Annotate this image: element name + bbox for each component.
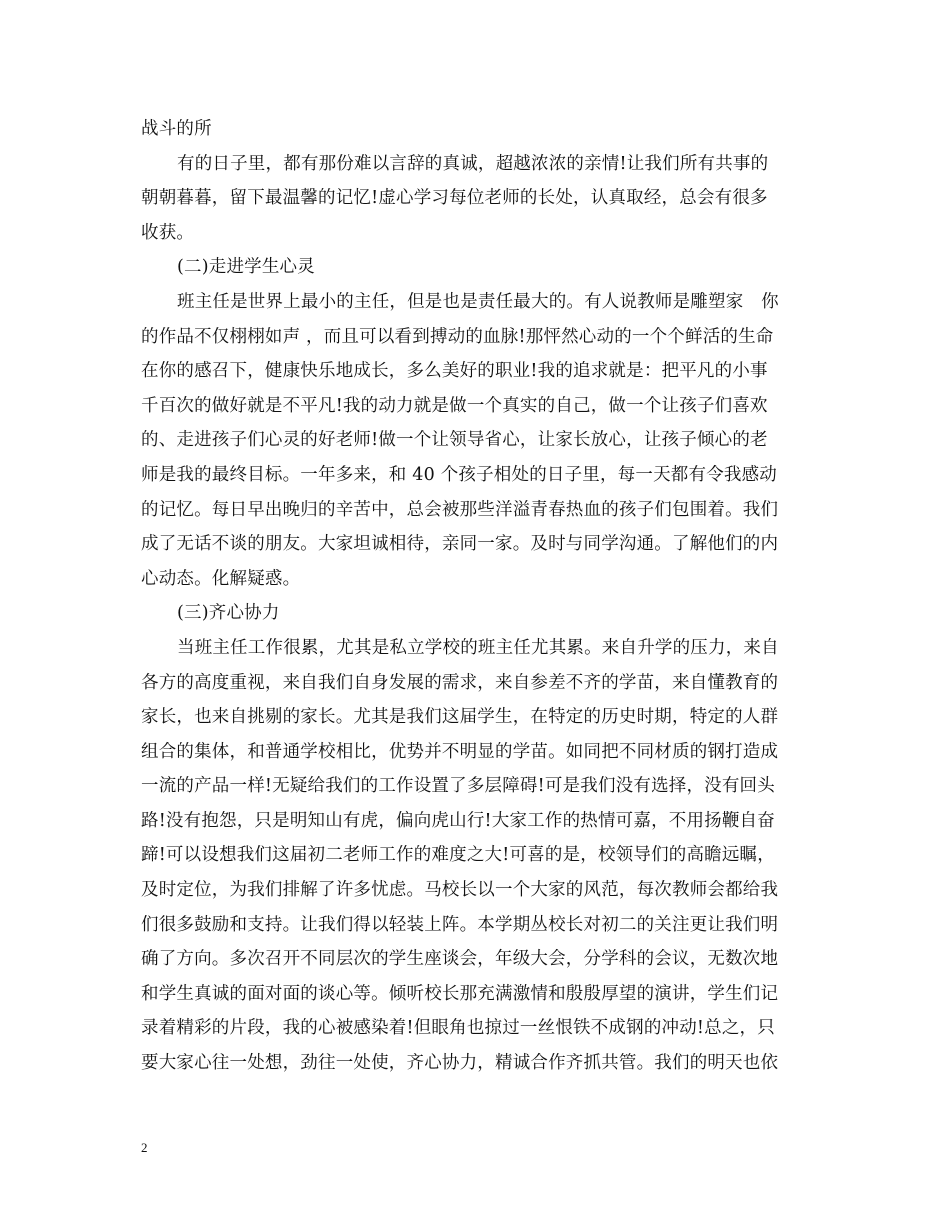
text-line: 心动态。化解疑惑。 — [141, 568, 301, 589]
text-line: 师是我的最终目标。一年多来，和 40 个孩子相处的日子里，每一天都有令我感动 — [141, 464, 777, 485]
text-line: 的、走进孩子们心灵的好老师!做一个让领导省心，让家长放心，让孩子倾心的老 — [141, 430, 768, 451]
text-line: 确了方向。多次召开不同层次的学生座谈会，年级大会，分学科的会议，无数次地 — [141, 949, 779, 970]
text-line: 及时定位，为我们排解了许多忧虑。马校长以一个大家的风范，每次教师会都给我 — [141, 880, 779, 901]
text-line: 蹄!可以设想我们这届初二老师工作的难度之大!可喜的是，校领导们的高瞻远瞩， — [141, 845, 775, 866]
text-line: 的作品不仅栩栩如声 ，而且可以看到搏动的血脉!那怦然心动的一个个鲜活的生命 — [141, 326, 774, 347]
text-line: 战斗的所 — [141, 119, 212, 139]
text-line: 在你的感召下，健康快乐地成长，多么美好的职业!我的追求就是：把平凡的小事 — [141, 361, 768, 382]
text-line: 各方的高度重视，来自我们自身发展的需求，来自参差不齐的学苗，来自懂教育的 — [141, 672, 779, 693]
page-number: 2 — [141, 1140, 148, 1155]
text-line: 的记忆。每日早出晚归的辛苦中，总会被那些洋溢青春热血的孩子们包围着。我们 — [141, 499, 779, 520]
text-line: 家长，也来自挑剔的家长。尤其是我们这届学生，在特定的历史时期，特定的人群 — [141, 707, 779, 728]
text-line: 一流的产品一样!无疑给我们的工作设置了多层障碍!可是我们没有选择，没有回头 — [141, 776, 775, 797]
paragraph-start-line: 当班主任工作很累，尤其是私立学校的班主任尤其累。来自升学的压力，来自 — [177, 637, 779, 658]
text-line: 收获。 — [141, 222, 195, 243]
text-line: 组合的集体，和普通学校相比，优势并不明显的学苗。如同把不同材质的钢打造成 — [141, 741, 779, 762]
text-line: 千百次的做好就是不平凡!我的动力就是做一个真实的自己，做一个让孩子们喜欢 — [141, 395, 768, 416]
text-line: 要大家心往一处想，劲往一处使，齐心协力，精诚合作齐抓共管。我们的明天也依 — [141, 1053, 779, 1074]
section-heading-3: (三)齐心协力 — [177, 603, 280, 624]
text-line: 路!没有抱怨，只是明知山有虎，偏向虎山行!大家工作的热情可嘉，不用扬鞭自奋 — [141, 810, 775, 831]
text-line: 成了无话不谈的朋友。大家坦诚相待，亲同一家。及时与同学沟通。了解他们的内 — [141, 534, 779, 555]
text-line: 录着精彩的片段，我的心被感染着!但眼角也掠过一丝恨铁不成钢的冲动!总之，只 — [141, 1018, 775, 1039]
paragraph-start-line: 班主任是世界上最小的主任，但是也是责任最大的。有人说教师是雕塑家 你 — [177, 291, 779, 312]
text-line: 朝朝暮暮，留下最温馨的记忆!虚心学习每位老师的长处，认真取经，总会有很多 — [141, 188, 768, 209]
text-line: 们很多鼓励和支持。让我们得以轻装上阵。本学期丛校长对初二的关注更让我们明 — [141, 914, 779, 935]
body-text — [141, 112, 811, 1081]
paragraph-start-line: 有的日子里，都有那份难以言辞的真诚，超越浓浓的亲情!让我们所有共事的 — [177, 153, 769, 174]
text-line: 和学生真诚的面对面的谈心等。倾听校长那充满激情和殷殷厚望的演讲，学生们记 — [141, 983, 779, 1004]
section-heading-2: (二)走进学生心灵 — [177, 257, 315, 278]
